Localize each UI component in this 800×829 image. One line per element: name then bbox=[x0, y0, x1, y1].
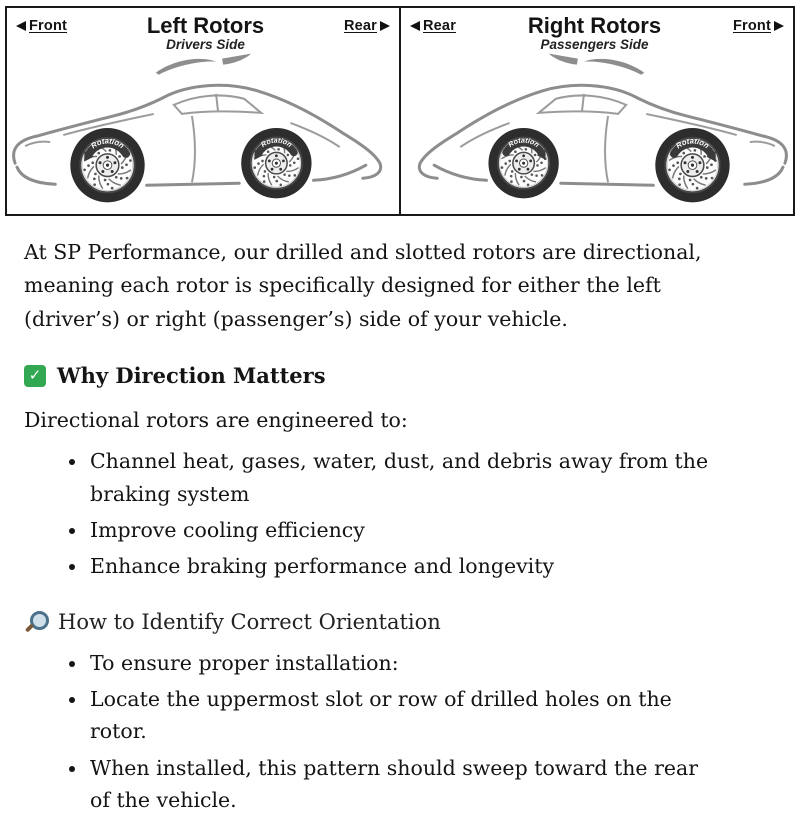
panel-subtitle: Drivers Side bbox=[166, 37, 245, 53]
bullet-item: • Enhance braking performance and longevity bbox=[88, 550, 724, 582]
arrow-right-icon bbox=[774, 21, 784, 31]
article-content bbox=[0, 216, 800, 829]
direction-label: Front bbox=[29, 18, 68, 34]
rotation-label: Rotation bbox=[506, 136, 541, 150]
panel-subtitle: Passengers Side bbox=[540, 37, 649, 53]
bullet-item: • Locate the uppermost slot or row of drilled holes on the rotor. bbox=[88, 683, 724, 748]
rotation-label: Rotation bbox=[89, 136, 126, 151]
panel-title-block bbox=[67, 14, 344, 52]
check-icon bbox=[24, 365, 46, 387]
direction-label: Front bbox=[732, 18, 771, 34]
car-illustration-left bbox=[7, 52, 399, 206]
direction-label: Rear bbox=[423, 18, 457, 34]
rotation-label: Rotation bbox=[674, 136, 711, 151]
intro-paragraph: At SP Performance, our drilled and slotted rotors are directional, meaning each rotor is specifically designed for either the left (driver’s) or right (passenger’s) side of your vehicle. bbox=[24, 240, 702, 331]
bullet-item: • When installed, this pattern should sweep toward the rear of the vehicle. bbox=[88, 752, 724, 817]
section-lead: Directional rotors are engineered to: bbox=[24, 408, 408, 433]
arrow-right-icon bbox=[380, 21, 390, 31]
panel-title-block bbox=[456, 14, 733, 52]
arrow-left-icon bbox=[410, 21, 420, 31]
section-heading: How to Identify Correct Orientation bbox=[58, 609, 441, 634]
front-direction-indicator bbox=[733, 18, 784, 34]
rotor-front bbox=[665, 137, 719, 193]
car-body bbox=[419, 54, 786, 203]
rotor-rear bbox=[251, 137, 302, 189]
section-why-direction-matters bbox=[24, 363, 776, 583]
rotor-rear bbox=[498, 137, 549, 189]
section-identify-orientation bbox=[24, 610, 776, 817]
car-body bbox=[14, 54, 381, 203]
bullet-list bbox=[24, 647, 724, 817]
arrow-left-icon bbox=[16, 21, 26, 31]
rotor-front bbox=[80, 137, 134, 193]
panel-title: Right Rotors bbox=[527, 13, 662, 38]
rotor-direction-diagram bbox=[5, 6, 795, 216]
panel-header bbox=[7, 8, 399, 52]
car-illustration-right bbox=[401, 52, 793, 206]
section-heading-row bbox=[24, 363, 776, 388]
rear-direction-indicator bbox=[344, 18, 390, 34]
rear-direction-indicator bbox=[410, 18, 456, 34]
rotation-label: Rotation bbox=[259, 136, 294, 150]
section-heading: Why Direction Matters bbox=[57, 363, 326, 389]
direction-label: Rear bbox=[343, 18, 377, 34]
magnifier-icon bbox=[24, 610, 47, 633]
bullet-list bbox=[24, 445, 724, 583]
panel-title: Left Rotors bbox=[146, 13, 265, 38]
bullet-item: • Improve cooling efficiency bbox=[88, 514, 724, 546]
bullet-item: • Channel heat, gases, water, dust, and debris away from the braking system bbox=[88, 445, 724, 510]
bullet-item: • To ensure proper installation: bbox=[88, 647, 724, 679]
front-direction-indicator bbox=[16, 18, 67, 34]
diagram-panel-right-rotors bbox=[399, 6, 795, 216]
diagram-panel-left-rotors bbox=[5, 6, 401, 216]
panel-header bbox=[401, 8, 793, 52]
section-heading-row bbox=[24, 610, 776, 634]
